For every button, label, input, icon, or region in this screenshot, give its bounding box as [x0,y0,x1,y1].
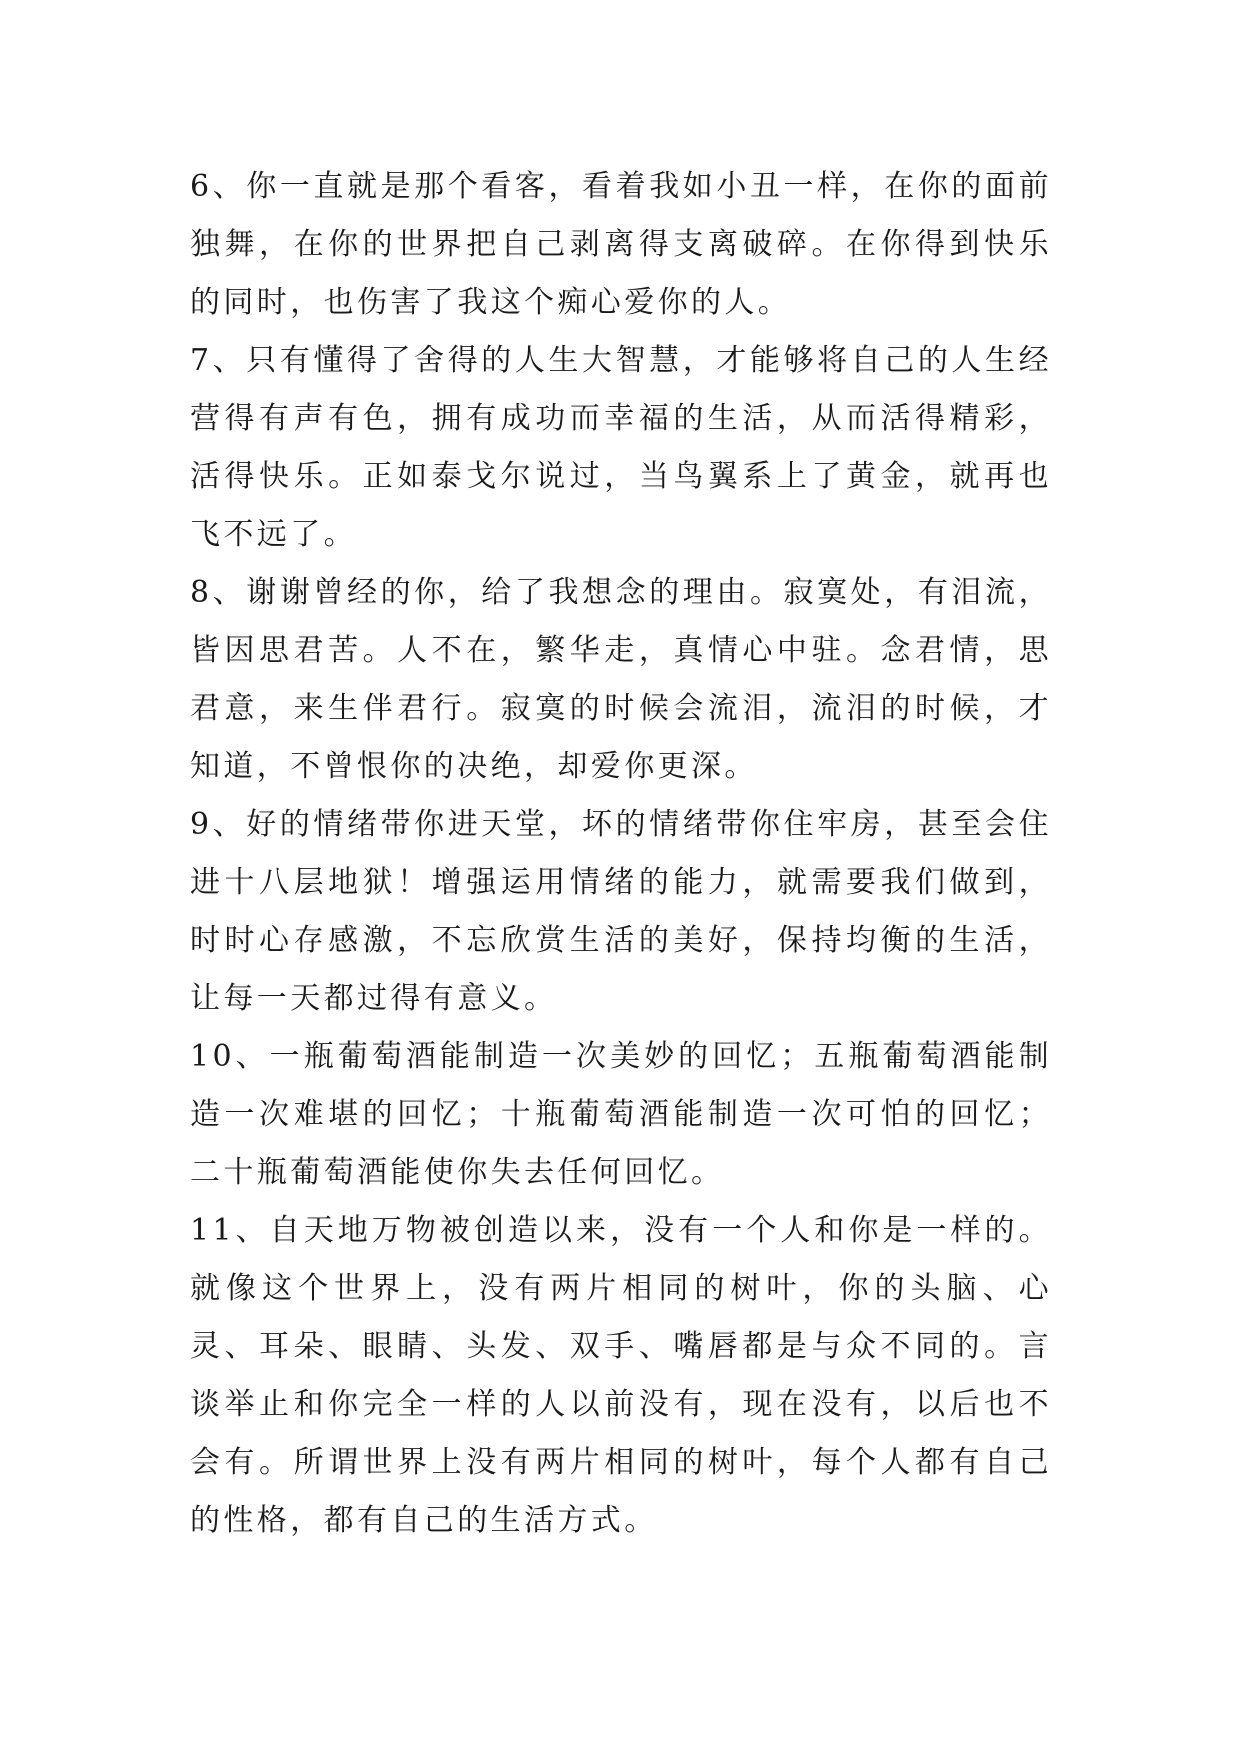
paragraph-8: 8、谢谢曾经的你，给了我想念的理由。寂寞处，有泪流，皆因思君苦。人不在，繁华走，真情心中驻。念君情，思君意，来生伴君行。寂寞的时候会流泪，流泪的时候，才知道，不曾恨你的决绝，却爱你更深。 [190,575,1052,784]
paragraph-6: 6、你一直就是那个看客，看着我如小丑一样，在你的面前独舞，在你的世界把自己剥离得支离破碎。在你得到快乐的同时，也伤害了我这个痴心爱你的人。 [190,169,1052,320]
paragraph-10: 10、一瓶葡萄酒能制造一次美妙的回忆；五瓶葡萄酒能制造一次难堪的回忆；十瓶葡萄酒能制造一次可怕的回忆；二十瓶葡萄酒能使你失去任何回忆。 [190,1039,1052,1190]
document-body [190,158,1052,1550]
paragraph-9: 9、好的情绪带你进天堂，坏的情绪带你住牢房，甚至会住进十八层地狱！增强运用情绪的能力，就需要我们做到，时时心存感激，不忘欣赏生活的美好，保持均衡的生活，让每一天都过得有意义。 [190,807,1052,1016]
paragraph-7: 7、只有懂得了舍得的人生大智慧，才能够将自己的人生经营得有声有色，拥有成功而幸福的生活，从而活得精彩，活得快乐。正如泰戈尔说过，当鸟翼系上了黄金，就再也飞不远了。 [190,343,1052,552]
paragraph-11: 11、自天地万物被创造以来，没有一个人和你是一样的。就像这个世界上，没有两片相同的树叶，你的头脑、心灵、耳朵、眼睛、头发、双手、嘴唇都是与众不同的。言谈举止和你完全一样的人以前没有，现在没有，以后也不会有。所谓世界上没有两片相同的树叶，每个人都有自己的性格，都有自己的生活方式。 [190,1213,1052,1538]
